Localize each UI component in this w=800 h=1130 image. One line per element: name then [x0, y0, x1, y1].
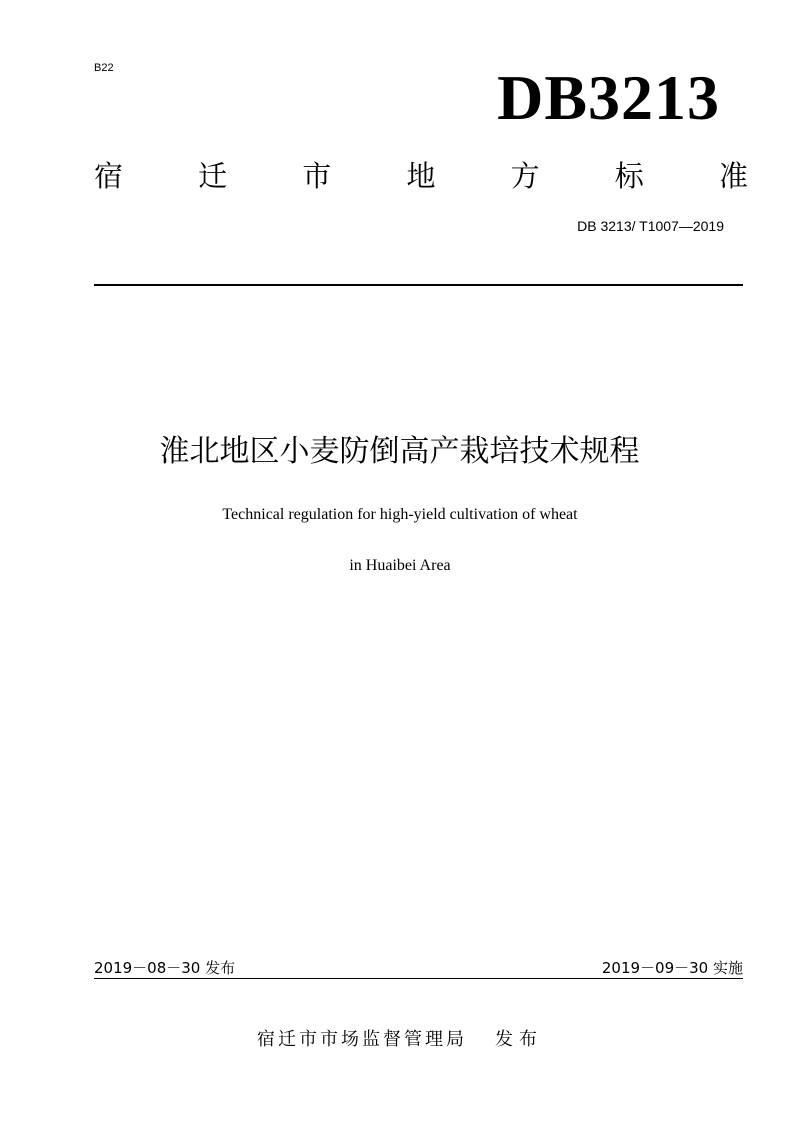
standard-type-char: 准 [718, 159, 748, 193]
standard-type-char: 标 [614, 159, 644, 193]
footer-divider [94, 978, 743, 979]
date-row [94, 958, 743, 978]
standard-type-char: 迁 [198, 159, 228, 193]
standard-code: DB3213 [497, 62, 720, 133]
title-english-line2: in Huaibei Area [349, 557, 451, 574]
standard-type-char: 宿 [94, 159, 124, 193]
standard-type [94, 158, 748, 194]
title-chinese: 淮北地区小麦防倒高产栽培技术规程 [159, 434, 640, 469]
standard-type-char: 市 [302, 159, 332, 193]
standard-type-char: 地 [406, 159, 436, 193]
issue-word: 发布 [495, 1029, 543, 1050]
standard-number: DB 3213/ T1007—2019 [577, 218, 724, 234]
issuer-row [0, 1028, 800, 1052]
header-divider [94, 284, 743, 286]
issuer-name: 宿迁市市场监督管理局 [257, 1029, 467, 1050]
implementation-date: 2019－09－30 实施 [601, 959, 743, 977]
issue-date: 2019－08－30 发布 [94, 959, 236, 977]
title-english-line1: Technical regulation for high-yield cultivation of wheat [222, 506, 578, 523]
standard-type-char: 方 [510, 159, 540, 193]
classification-code: B22 [94, 62, 114, 74]
